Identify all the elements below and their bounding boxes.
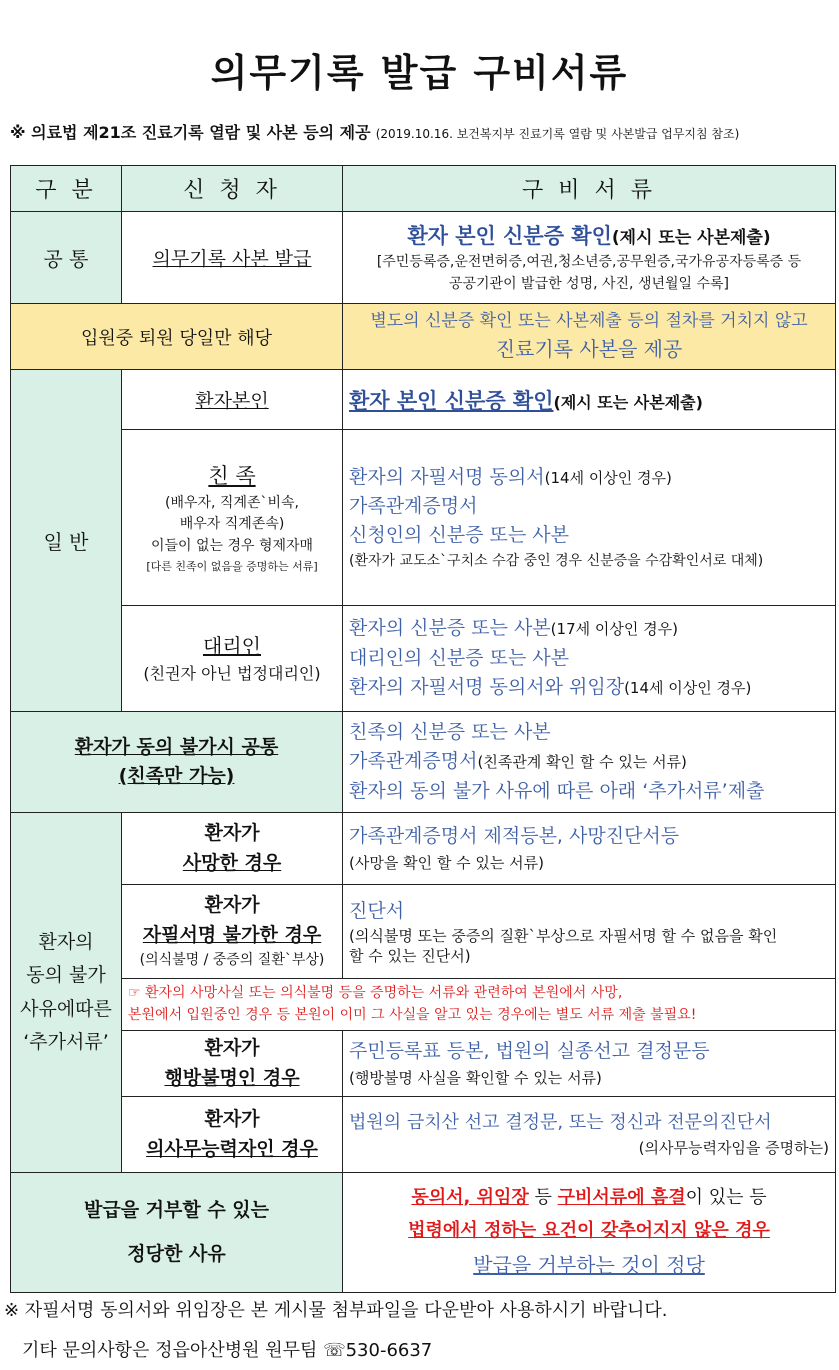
header-documents: 구 비 서 류: [343, 166, 836, 212]
documents-incompetent: [343, 1097, 836, 1173]
family-note-1: (배우자, 직계존`비속,: [164, 494, 299, 511]
category-refusal: [11, 1173, 343, 1293]
table-row-additional-death: [11, 813, 836, 885]
applicant-medical-record-copy: [122, 212, 343, 304]
doc-diagnosis: 진단서: [349, 899, 405, 922]
missing-label-1: 환자가: [204, 1037, 260, 1060]
documents-death: [343, 813, 836, 885]
documents-refusal: [343, 1173, 836, 1293]
category-discharge: 입원중 퇴원 당일만 해당: [11, 304, 343, 370]
table-header-row: [11, 166, 836, 212]
applicant-agent: [122, 606, 343, 712]
refusal-label-2: 정당한 사유: [127, 1242, 226, 1265]
refusal-consent-delegation: 동의서, 위임장: [411, 1186, 529, 1208]
agent-note: (친권자 아닌 법정대리인): [143, 663, 321, 683]
doc-relation-cert-note: (친족관계 확인 할 수 있는 서류): [477, 753, 687, 772]
doc-family-consent: 환자의 자필서명 동의서: [349, 465, 545, 488]
category-general: 일 반: [11, 370, 122, 712]
legal-reference-main: ※ 의료법 제21조 진료기록 열람 및 사본 등의 제공: [10, 123, 371, 142]
documents-self: [343, 370, 836, 430]
doc-relation-cert: 가족관계증명서: [349, 750, 478, 773]
cannot-sign-label-2: 자필서명 불가한 경우: [142, 923, 322, 946]
doc-id-check: 환자 본인 신분증 확인: [407, 223, 612, 248]
table-row-no-consent: [11, 712, 836, 813]
doc-self-id-note: (제시 또는 사본제출): [553, 392, 703, 412]
documents-cannot-sign: [343, 885, 836, 979]
applicant-agent-label: 대리인: [203, 633, 261, 658]
documents-no-consent: [343, 712, 836, 813]
death-label-1: 환자가: [204, 822, 260, 845]
category-no-consent: [11, 712, 343, 813]
doc-relative-id: 친족의 신분증 또는 사본: [349, 720, 551, 743]
header-applicant: 신 청 자: [122, 166, 343, 212]
family-note-4: [다른 친족이 없음을 증명하는 서류]: [146, 559, 318, 573]
required-documents-table: [10, 165, 836, 1293]
applicant-self-label: 환자본인: [195, 390, 269, 412]
doc-agent-patient-id: 환자의 신분증 또는 사본: [349, 617, 551, 640]
cannot-sign-label-1: 환자가: [204, 894, 260, 917]
doc-death-note: (사망을 확인 할 수 있는 서류): [349, 853, 544, 872]
applicant-incompetent: [122, 1097, 343, 1173]
footer-note-attachment: ※ 자필서명 동의서와 위임장은 본 게시물 첨부파일을 다운받아 사용하시기 바랍니다.: [4, 1300, 668, 1321]
cannot-sign-label-3: (의식불명 / 중증의 질환`부상): [139, 952, 325, 969]
table-row-refusal: [11, 1173, 836, 1293]
header-category: 구 분: [11, 166, 122, 212]
table-row-common: [11, 212, 836, 304]
refusal-exists: 이 있는 등: [685, 1186, 767, 1208]
documents-family: [343, 430, 836, 606]
death-label-2: 사망한 경우: [182, 851, 282, 874]
family-note-3: 이들이 없는 경우 형제자매: [150, 538, 314, 555]
refusal-line-3: 발급을 거부하는 것이 정당: [473, 1253, 705, 1278]
doc-agent-id: 대리인의 신분증 또는 사본: [349, 646, 570, 669]
discharge-line-1: 별도의 신분증 확인 또는 사본제출 등의 절차를 거치지 않고: [370, 310, 808, 331]
applicant-self: [122, 370, 343, 430]
documents-agent: [343, 606, 836, 712]
doc-family-applicant-id: 신청인의 신분증 또는 사본: [349, 524, 570, 547]
table-row-warning: [11, 979, 836, 1031]
doc-id-types-2: 공공기관이 발급한 성명, 사진, 생년월일 수록]: [448, 275, 730, 292]
table-row-discharge: [11, 304, 836, 370]
discharge-line-2: 진료기록 사본을 제공: [495, 337, 683, 362]
category-common: 공 통: [11, 212, 122, 304]
footer-note-contact: 기타 문의사항은 정읍아산병원 원무팀 ☏530-6637: [22, 1340, 433, 1361]
table-row-additional-incompetent: [11, 1097, 836, 1173]
applicant-missing: [122, 1031, 343, 1097]
doc-family-relation-cert: 가족관계증명서: [349, 494, 478, 517]
doc-death-cert: 가족관계증명서 제적등본, 사망진단서등: [349, 825, 680, 848]
warning-line-1: ☞ 환자의 사망사실 또는 의식불명 등을 증명하는 서류와 관련하여 본원에서 사망,: [128, 984, 623, 1001]
refusal-line-2: 법령에서 정하는 요건이 갖추어지지 않은 경우: [408, 1220, 770, 1241]
doc-diagnosis-note-1: (의식불명 또는 중증의 질환`부상으로 자필서명 할 수 없음을 확인: [349, 926, 778, 945]
additional-label-3: 사유에따른: [20, 997, 112, 1020]
applicant-cannot-sign: [122, 885, 343, 979]
refusal-etc: 등: [528, 1186, 558, 1208]
doc-id-types-1: [주민등록증,운전면허증,여권,청소년증,공무원증,국가유공자등록증 등: [376, 254, 802, 271]
legal-reference-note: [10, 120, 835, 143]
incompetent-label-1: 환자가: [204, 1108, 260, 1131]
doc-missing-note: (행방불명 사실을 확인할 수 있는 서류): [349, 1068, 602, 1087]
applicant-label: 의무기록 사본 발급: [152, 248, 312, 270]
table-row-additional-cannot-sign: [11, 885, 836, 979]
doc-diagnosis-note-2: 할 수 있는 진단서): [349, 947, 471, 966]
table-row-additional-missing: [11, 1031, 836, 1097]
refusal-label-1: 발급을 거부할 수 있는: [83, 1198, 270, 1221]
documents-discharge: [343, 304, 836, 370]
warning-line-2: 본원에서 입원중인 경우 등 본원이 이미 그 사실을 알고 있는 경우에는 별도 서류 제출 불필요!: [128, 1006, 697, 1023]
doc-agent-consent-delegation: 환자의 자필서명 동의서와 위임장: [349, 676, 625, 699]
doc-additional-submit: 환자의 동의 불가 사유에 따른 아래 ‘추가서류’제출: [349, 779, 765, 802]
table-row-general-self: [11, 370, 836, 430]
incompetent-label-2: 의사무능력자인 경우: [146, 1137, 318, 1160]
table-row-general-agent: [11, 606, 836, 712]
doc-agent-consent-note: (14세 이상인 경우): [624, 679, 752, 698]
table-row-general-family: [11, 430, 836, 606]
doc-agent-patient-id-note: (17세 이상인 경우): [550, 620, 678, 639]
no-consent-label-1: 환자가 동의 불가시 공통: [74, 735, 279, 758]
category-additional: [11, 813, 122, 1173]
warning-note: [122, 979, 836, 1031]
doc-self-id-check: 환자 본인 신분증 확인: [349, 388, 554, 413]
applicant-family-label: 친 족: [208, 464, 256, 489]
additional-label-1: 환자의: [38, 931, 94, 953]
doc-family-consent-note: (14세 이상인 경우): [544, 468, 672, 487]
doc-missing-cert: 주민등록표 등본, 법원의 실종선고 결정문등: [349, 1040, 710, 1063]
refusal-line-1: [349, 1181, 829, 1214]
no-consent-label-2: (친족만 가능): [118, 765, 235, 787]
documents-common: [343, 212, 836, 304]
doc-family-prison-note: (환자가 교도소`구치소 수감 중인 경우 신분증을 수감확인서로 대체): [349, 552, 764, 569]
applicant-family: [122, 430, 343, 606]
additional-label-2: 동의 불가: [26, 964, 106, 987]
applicant-death: [122, 813, 343, 885]
family-note-2: 배우자 직계존속): [179, 516, 285, 533]
additional-label-4: ‘추가서류’: [23, 1030, 109, 1053]
legal-reference-source: (2019.10.16. 보건복지부 진료기록 열람 및 사본발급 업무지침 참조): [375, 127, 740, 141]
doc-id-check-note: (제시 또는 사본제출): [611, 227, 771, 248]
documents-missing: [343, 1031, 836, 1097]
doc-incompetent-note: (의사무능력자임을 증명하는): [638, 1138, 829, 1157]
refusal-defect: 구비서류에 흠결: [557, 1186, 686, 1208]
missing-label-2: 행방불명인 경우: [164, 1066, 300, 1089]
page-title: 의무기록 발급 구비서류: [210, 51, 629, 95]
doc-incompetent-cert: 법원의 금치산 선고 결정문, 또는 정신과 전문의진단서: [349, 1111, 772, 1133]
